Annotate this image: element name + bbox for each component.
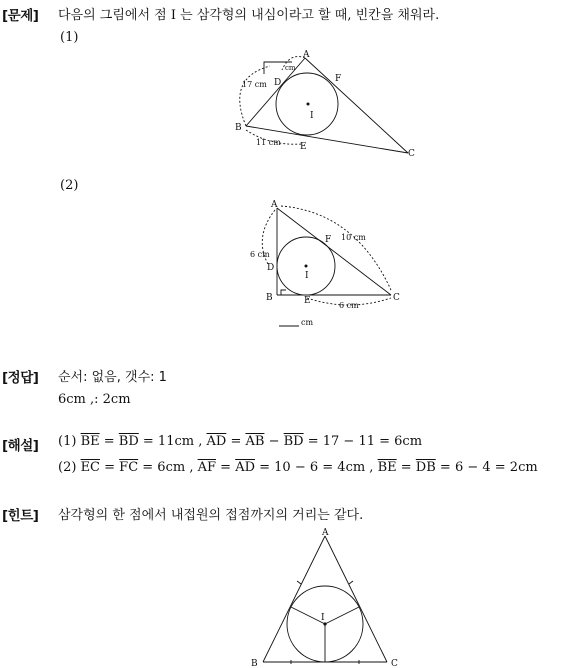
part1-label: (1) bbox=[60, 30, 79, 45]
fig1-label-b: B bbox=[235, 123, 242, 133]
answer-tag: [정답] bbox=[2, 370, 39, 386]
side-ac bbox=[277, 208, 391, 295]
hint-label-i: I bbox=[321, 613, 325, 623]
hint-label-c: C bbox=[391, 659, 398, 668]
hint-text: 삼각형의 한 점에서 내접원의 접점까지의 거리는 같다. bbox=[58, 508, 364, 523]
fig1-label-e: E bbox=[300, 142, 307, 152]
fig2-len-ad: 6 cm bbox=[250, 250, 270, 259]
fig2-label-a: A bbox=[271, 200, 278, 210]
fig2-label-b: B bbox=[266, 293, 273, 303]
radius-left bbox=[291, 607, 325, 624]
fig2-label-c: C bbox=[393, 293, 400, 303]
incenter-dot bbox=[307, 103, 310, 106]
part2-label: (2) bbox=[60, 178, 79, 193]
fig2-len-af: 10 cm bbox=[341, 233, 366, 242]
fig2-label-d: D bbox=[267, 263, 275, 273]
solution-line2: (2) $\overline{EC} = \overline{FC} = 6cm$ , $\overline{AF} = \overline{AD} = 10 - 6 = 4cm$ , $\overline{BE} = \overline{DB} = 6 - 4 = 2cm$ bbox=[58, 460, 538, 475]
fig2-label-i: I bbox=[305, 271, 309, 281]
fig1-label-a: A bbox=[303, 50, 310, 60]
side-ab bbox=[246, 58, 305, 126]
fig2-label-e: E bbox=[304, 296, 311, 306]
answer-line1: 순서: 없음, 갯수: 1 bbox=[58, 370, 167, 385]
arc-ab bbox=[240, 66, 270, 126]
hint-figure bbox=[245, 526, 405, 668]
figure-2 bbox=[245, 198, 410, 333]
fig1-label-f: F bbox=[335, 74, 342, 84]
fig1-label-c: C bbox=[408, 149, 415, 159]
right-angle bbox=[281, 290, 286, 295]
hint-label-b: B bbox=[251, 659, 258, 668]
arc-af bbox=[281, 206, 391, 290]
fig1-blank-unit: cm bbox=[285, 64, 296, 72]
hint-tag: [힌트] bbox=[2, 508, 39, 524]
radius-right bbox=[325, 607, 359, 624]
fig1-len-ab: 17 cm bbox=[242, 80, 267, 89]
incenter-dot bbox=[305, 265, 308, 268]
side-ac bbox=[325, 536, 387, 662]
figure-1 bbox=[230, 48, 420, 160]
problem-tag: [문제] bbox=[2, 8, 39, 24]
side-ab bbox=[263, 536, 325, 662]
answer-line2: 6cm ,: 2cm bbox=[58, 392, 131, 407]
solution-tag: [해설] bbox=[2, 438, 39, 454]
fig1-len-be: 11 cm bbox=[256, 138, 281, 147]
solution-line1: (1) $\overline{BE} = \overline{BD} = 11cm$ , $\overline{AD} = \overline{AB} - \overline{BD} = 17 - 11 = 6cm$ bbox=[58, 434, 423, 449]
fig2-label-f: F bbox=[325, 235, 332, 245]
fig2-len-ec: 6 cm bbox=[339, 301, 359, 310]
hint-label-a: A bbox=[322, 528, 329, 538]
fig1-label-d: D bbox=[274, 78, 282, 88]
fig1-label-i: I bbox=[310, 111, 314, 121]
problem-text: 다음의 그림에서 점 I 는 삼각형의 내심이라고 할 때, 빈칸을 채워라. bbox=[58, 8, 440, 23]
fig2-blank-unit: cm bbox=[301, 318, 314, 327]
